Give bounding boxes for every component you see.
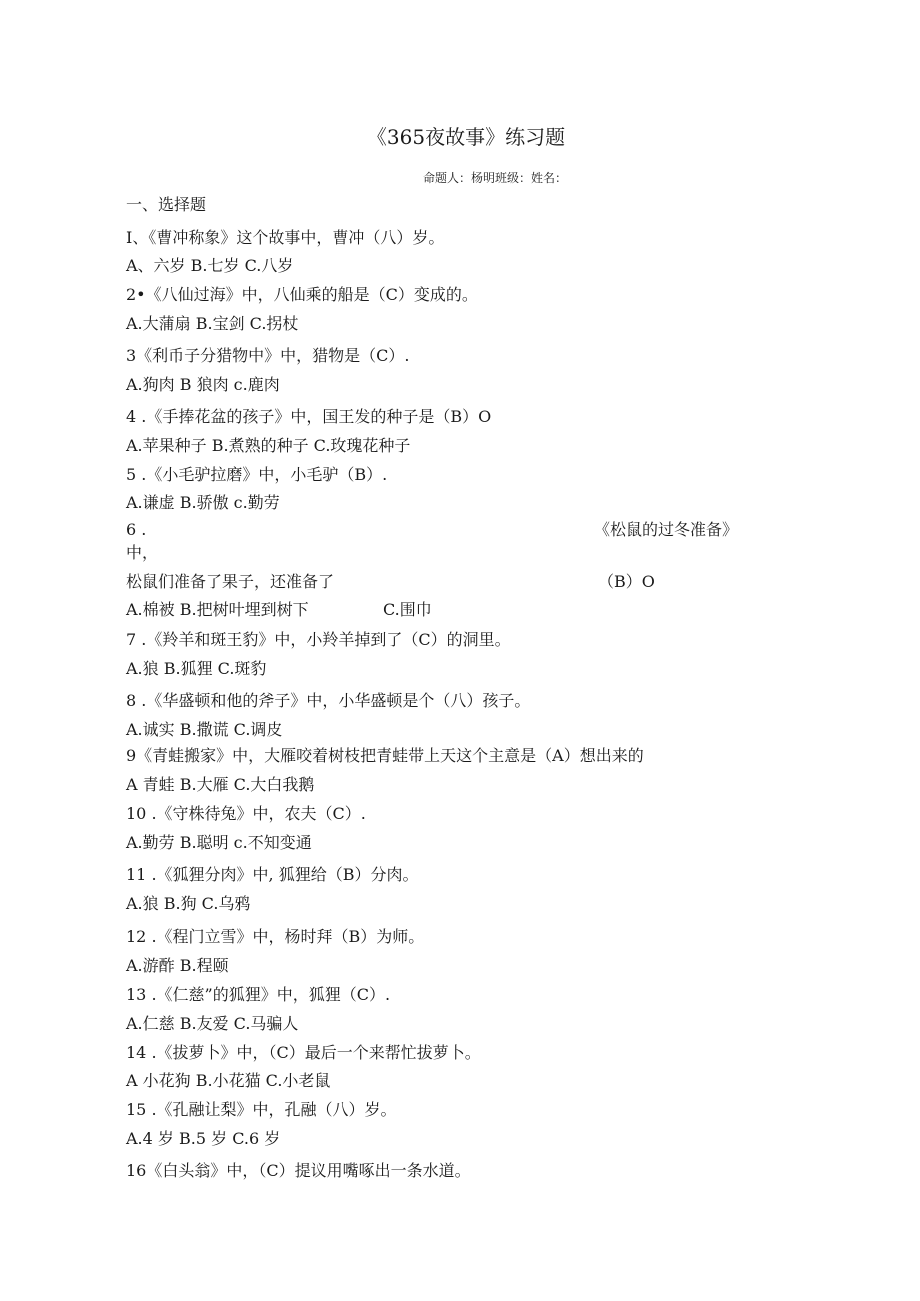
question-7: 7 .《羚羊和斑王豹》中，小羚羊掉到了（C）的洞里。 [126,630,511,649]
question-2: 2•《八仙过海》中，八仙乘的船是（C）变成的。 [126,285,478,304]
options-5: A.谦虚 B.骄傲 c.勤劳 [126,493,280,512]
question-9: 9《青蛙搬家》中，大雁咬着树枝把青蛙带上天这个主意是（A）想出来的 [126,746,644,765]
section-heading: 一、选择题 [126,195,207,214]
options-2: A.大蒲扇 B.宝剑 C.拐杖 [126,314,299,333]
options-14: A 小花狗 B.小花猫 C.小老鼠 [126,1071,331,1090]
options-11: A.狼 B.狗 C.乌鸦 [126,894,251,913]
question-6-number: 6 . [126,520,147,539]
question-15: 15 .《孔融让梨》中，孔融（八）岁。 [126,1100,397,1119]
options-13: A.仁慈 B.友爱 C.马骗人 [126,1014,299,1033]
options-9: A 青蛙 B.大雁 C.大白我鹅 [126,775,315,794]
question-1: I、《曹冲称象》这个故事中，曹冲（八）岁。 [126,228,445,247]
options-8: A.诚实 B.撒谎 C.调皮 [126,720,283,739]
options-6: A.棉被 B.把树叶埋到树下 [126,600,309,619]
question-12: 12 .《程门立雪》中，杨时拜（B）为师。 [126,927,425,946]
document-title: 《365夜故事》练习题 [366,125,566,149]
question-6-story-title: 《松鼠的过冬准备》 [594,520,739,539]
options-1: A、六岁 B.七岁 C.八岁 [126,256,294,275]
options-4: A.苹果种子 B.煮熟的种子 C.玫瑰花种子 [126,436,411,455]
options-7: A.狼 B.狐狸 C.斑豹 [126,659,267,678]
question-3: 3《利币子分猎物中》中，猎物是（C）. [126,346,410,365]
question-6-answer: （B）O [598,572,655,591]
options-15: A.4 岁 B.5 岁 C.6 岁 [126,1129,281,1148]
options-10: A.勤劳 B.聪明 c.不知变通 [126,833,312,852]
options-12: A.游酢 B.程颐 [126,956,229,975]
question-6-continued: 中， [126,543,159,562]
question-4: 4 .《手捧花盆的孩子》中，国王发的种子是（B）O [126,407,492,426]
question-11: 11 .《狐狸分肉》中, 狐狸给（B）分肉。 [126,865,419,884]
options-3: A.狗肉 B 狼肉 c.鹿肉 [126,375,280,394]
options-6-c: C.围巾 [383,600,432,619]
document-subtitle: 命题人：杨明班级：姓名： [422,171,567,185]
question-5: 5 .《小毛驴拉磨》中，小毛驴（B）. [126,465,388,484]
question-8: 8 .《华盛顿和他的斧子》中，小华盛顿是个（八）孩子。 [126,691,531,710]
question-14: 14 .《拔萝卜》中，（C）最后一个来帮忙拔萝卜。 [126,1043,481,1062]
question-6-stem: 松鼠们准备了果子，还准备了 [126,572,335,591]
question-16: 16《白头翁》中，（C）提议用嘴啄出一条水道。 [126,1161,471,1180]
question-13: 13 .《仁慈”的狐狸》中，狐狸（C）. [126,985,391,1004]
question-10: 10 .《守株待兔》中，农夫（C）. [126,804,366,823]
